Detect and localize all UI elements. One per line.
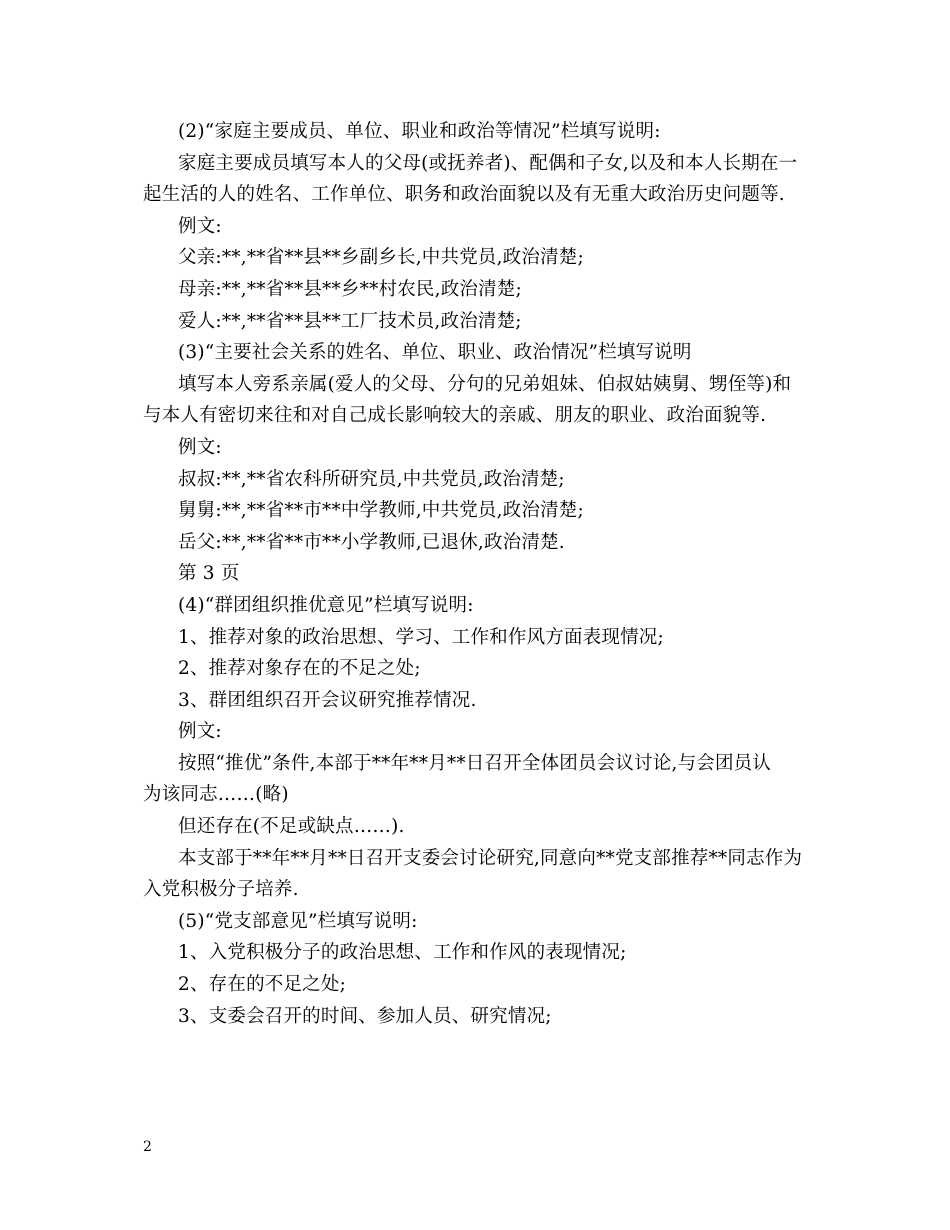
text-line: 1、入党积极分子的政治思想、工作和作风的表现情况; <box>178 942 627 964</box>
text-line: 1、推荐对象的政治思想、学习、工作和作风方面表现情况; <box>178 626 664 648</box>
text-line: 父亲:**,**省**县**乡副乡长,中共党员,政治清楚; <box>178 247 584 269</box>
text-line: 按照“推优”条件,本部于**年**月**日召开全体团员会议讨论,与会团员认 <box>178 752 772 774</box>
text-line: 例文: <box>178 436 222 458</box>
text-line: 例文: <box>178 721 222 743</box>
page-number: 2 <box>143 1139 152 1155</box>
text-line: 2、存在的不足之处; <box>178 974 347 996</box>
text-line: 第 3 页 <box>178 563 240 585</box>
text-line: 舅舅:**,**省**市**中学教师,中共党员,政治清楚; <box>178 500 584 522</box>
text-line: 爱人:**,**省**县**工厂技术员,政治清楚; <box>178 310 522 332</box>
text-line: (5)“党支部意见”栏填写说明: <box>178 910 418 932</box>
text-line: 例文: <box>178 215 222 237</box>
text-line: (2)“家庭主要成员、单位、职业和政治等情况”栏填写说明: <box>178 121 661 142</box>
text-line: 岳父:**,**省**市**小学教师,已退休,政治清楚. <box>178 531 565 553</box>
text-line: 本支部于**年**月**日召开支委会讨论研究,同意向**党支部推荐**同志作为 <box>178 847 803 869</box>
text-line: 填写本人旁系亲属(爱人的父母、分句的兄弟姐妹、伯叔姑姨舅、甥侄等)和 <box>178 373 792 395</box>
text-line: 2、推荐对象存在的不足之处; <box>178 658 421 680</box>
text-line: 入党积极分子培养. <box>143 879 299 901</box>
text-line: 为该同志……(略) <box>143 784 289 806</box>
text-line: (4)“群团组织推优意见”栏填写说明: <box>178 594 474 616</box>
text-line: 3、支委会召开的时间、参加人员、研究情况; <box>178 1005 552 1027</box>
text-line: (3)“主要社会关系的姓名、单位、职业、政治情况”栏填写说明 <box>178 342 692 364</box>
text-line: 家庭主要成员填写本人的父母(或抚养者)、配偶和子女,以及和本人长期在一 <box>178 152 798 174</box>
text-line: 3、群团组织召开会议研究推荐情况. <box>178 689 477 711</box>
document-body <box>143 116 811 1032</box>
text-line: 母亲:**,**省**县**乡**村农民,政治清楚; <box>178 278 522 300</box>
text-line: 叔叔:**,**省农科所研究员,中共党员,政治清楚; <box>178 468 565 490</box>
text-line: 起生活的人的姓名、工作单位、职务和政治面貌以及有无重大政治历史问题等. <box>143 184 785 206</box>
text-line: 但还存在(不足或缺点……). <box>178 816 405 838</box>
text-line: 与本人有密切来往和对自己成长影响较大的亲戚、朋友的职业、政治面貌等. <box>143 405 767 427</box>
